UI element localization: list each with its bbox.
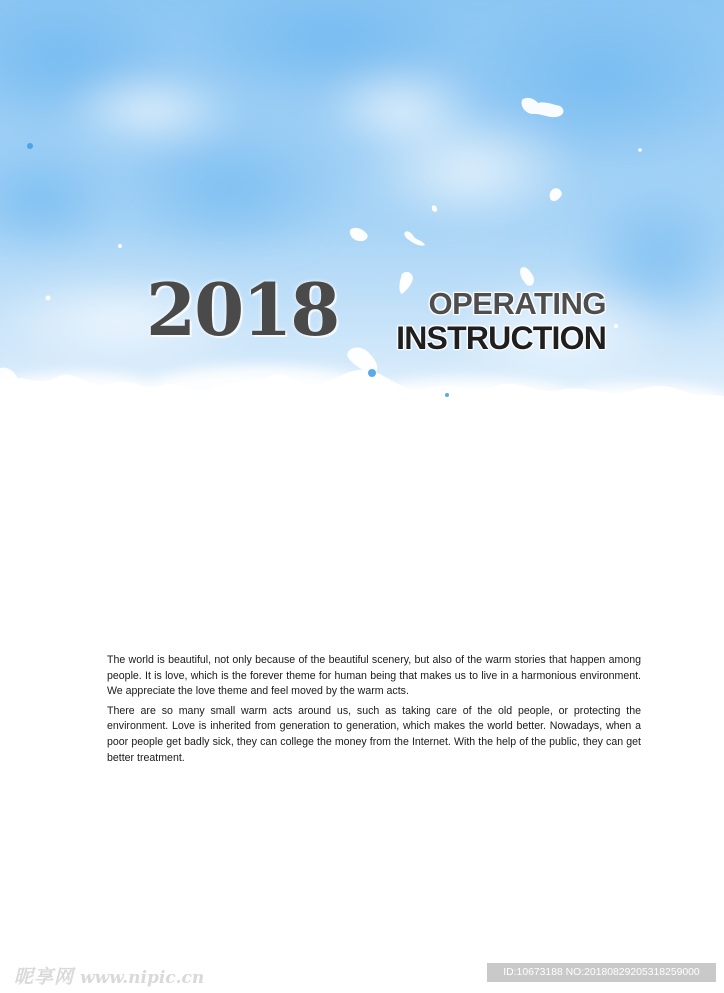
title-instruction: INSTRUCTION: [396, 320, 606, 356]
paragraph-1: The world is beautiful, not only because of the beautiful scenery, but also of the warm stories that happen among people. It is love, which is the forever theme for human being that makes us to live in a harmonious environment. We appreciate the love theme and feel moved by the warm acts.: [107, 654, 641, 698]
watercolor-background: [0, 0, 724, 412]
watermark-logo-text: 昵享网: [14, 966, 75, 988]
watermark-logo: [14, 962, 204, 989]
year-heading: 2018: [146, 267, 339, 352]
body-text: [107, 653, 641, 770]
title-block: [386, 288, 606, 354]
watercolor-header: [0, 0, 724, 412]
watermark-id-badge: ID:10673188 NO:20180829205318259000: [487, 963, 716, 982]
watermark-url: www.nipic.cn: [80, 968, 205, 988]
paragraph-2: There are so many small warm acts around us, such as taking care of the old people, or protecting the environment. Love is inherited from generation to generation, which makes the world better. Nowadays, when a poor people get badly sick, they can college the money from the Internet. With the help of the public, they can get better treatment.: [107, 704, 641, 764]
title-operating: OPERATING: [428, 286, 606, 321]
